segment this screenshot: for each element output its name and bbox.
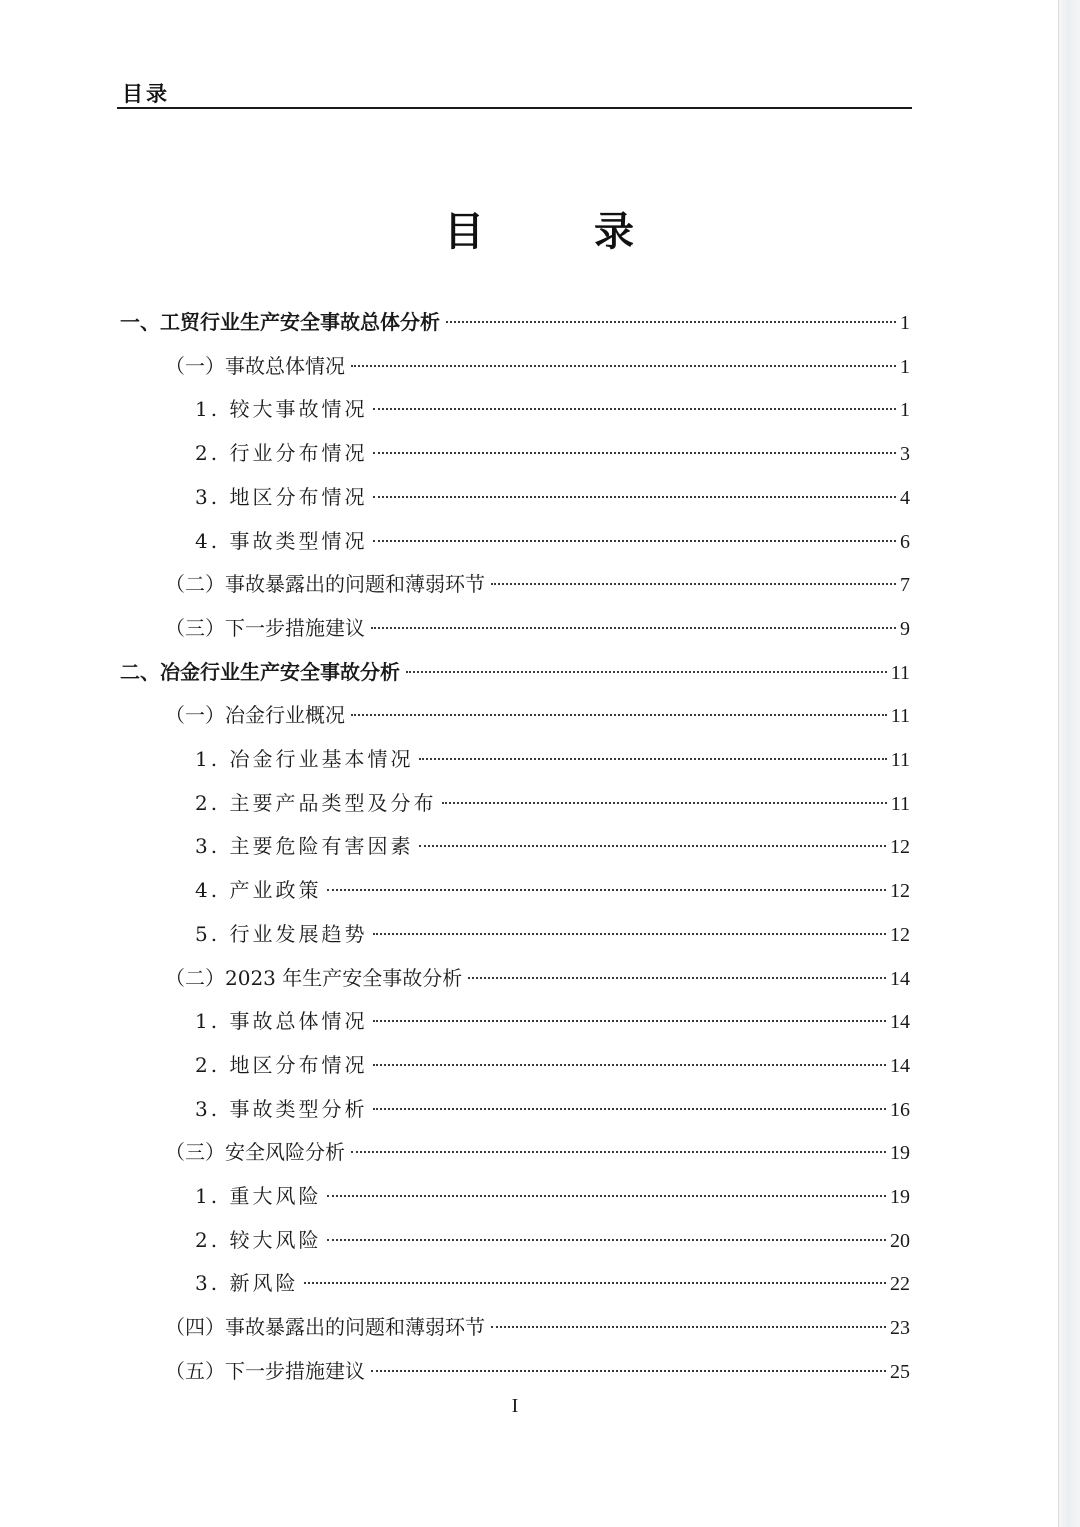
toc-entry-label: （三）下一步措施建议 xyxy=(165,615,365,640)
toc-leader-dots xyxy=(373,1108,886,1110)
toc-entry-label: 2. 地区分布情况 xyxy=(195,1052,368,1077)
toc-leader-dots xyxy=(371,627,896,629)
toc-entry-label: 2. 主要产品类型及分布 xyxy=(195,790,437,815)
toc-entry[interactable] xyxy=(195,431,910,475)
toc-entry[interactable] xyxy=(165,1349,910,1393)
toc-entry-label: 2. 较大风险 xyxy=(195,1227,322,1252)
toc-leader-dots xyxy=(373,496,896,498)
toc-entry[interactable] xyxy=(195,1261,910,1305)
toc-entry-label: 二、冶金行业生产安全事故分析 xyxy=(120,659,400,684)
toc-entry-label: 一、工贸行业生产安全事故总体分析 xyxy=(120,310,440,334)
toc-entry[interactable] xyxy=(165,606,910,650)
toc-entry[interactable] xyxy=(165,1130,910,1174)
toc-entry-label: 3. 主要危险有害因素 xyxy=(195,834,414,859)
toc-leader-dots xyxy=(371,1370,886,1372)
toc-leader-dots xyxy=(442,802,886,804)
toc-entry-label: 3. 事故类型分析 xyxy=(195,1096,368,1121)
toc-entry[interactable] xyxy=(195,999,910,1043)
toc-leader-dots xyxy=(419,845,886,847)
toc-entry-page: 1 xyxy=(900,399,910,422)
toc-entry-label: （五）下一步措施建议 xyxy=(165,1358,365,1383)
page-number: I xyxy=(511,1395,519,1417)
toc-entry-label: 1. 较大事故情况 xyxy=(195,397,368,422)
toc-leader-dots xyxy=(406,671,887,673)
toc-leader-dots xyxy=(468,977,886,979)
toc-entry[interactable] xyxy=(120,300,910,344)
toc-entry-page: 16 xyxy=(890,1098,910,1121)
toc-entry-page: 1 xyxy=(900,312,910,334)
toc-entry-label: （四）事故暴露出的问题和薄弱环节 xyxy=(165,1315,485,1340)
toc-entry-page: 19 xyxy=(890,1142,910,1165)
toc-entry-page: 12 xyxy=(890,836,910,859)
toc-entry[interactable] xyxy=(195,737,910,781)
toc-entry-label: 3. 地区分布情况 xyxy=(195,484,368,509)
toc-entry-page: 19 xyxy=(890,1186,910,1208)
toc-entry[interactable] xyxy=(195,868,910,912)
toc-leader-dots xyxy=(373,408,896,410)
page-title: 目 录 xyxy=(444,209,682,255)
toc-entry[interactable] xyxy=(195,387,910,431)
toc-entry-page: 7 xyxy=(900,574,910,597)
toc-entry-page: 23 xyxy=(890,1317,910,1340)
toc-entry[interactable] xyxy=(195,781,910,825)
toc-entry-label: 4. 事故类型情况 xyxy=(195,528,368,553)
toc-entry-page: 22 xyxy=(890,1273,910,1296)
toc-leader-dots xyxy=(351,714,887,716)
toc-leader-dots xyxy=(373,933,886,935)
toc-leader-dots xyxy=(491,1326,886,1328)
toc-entry-label: 1. 重大风险 xyxy=(195,1184,322,1208)
running-header: 目录 xyxy=(122,82,170,106)
toc-entry-page: 14 xyxy=(890,967,910,990)
toc-entry-label: （一）事故总体情况 xyxy=(165,353,345,378)
toc-leader-dots xyxy=(491,583,896,585)
toc-entry-page: 12 xyxy=(890,923,910,946)
toc-leader-dots xyxy=(373,1064,886,1066)
toc-entry-page: 20 xyxy=(890,1229,910,1252)
toc-entry[interactable] xyxy=(165,956,910,1000)
toc-leader-dots xyxy=(373,1020,886,1022)
toc-entry-page: 6 xyxy=(900,530,910,553)
toc-leader-dots xyxy=(373,540,896,542)
toc-entry-page: 4 xyxy=(900,486,910,509)
toc-entry[interactable] xyxy=(165,562,910,606)
toc-entry-page: 11 xyxy=(890,705,910,728)
toc-entry-label: （一）冶金行业概况 xyxy=(165,703,345,728)
toc-entry-page: 3 xyxy=(900,443,910,466)
toc-leader-dots xyxy=(373,452,896,454)
toc-entry-page: 12 xyxy=(890,880,910,903)
toc-leader-dots xyxy=(446,321,896,323)
toc-entry-label: 2. 行业分布情况 xyxy=(195,441,368,466)
toc-entry[interactable] xyxy=(195,1087,910,1131)
toc-entry-label: （二）2023 年生产安全事故分析 xyxy=(165,965,463,990)
toc-entry-page: 25 xyxy=(890,1360,910,1383)
toc-entry-label: 3. 新风险 xyxy=(195,1271,299,1296)
toc-entry[interactable] xyxy=(165,344,910,388)
toc-entry-page: 1 xyxy=(900,355,910,378)
toc-entry-page: 11 xyxy=(890,792,910,815)
toc-entry[interactable] xyxy=(195,1218,910,1262)
toc-entry[interactable] xyxy=(165,693,910,737)
toc-leader-dots xyxy=(327,1195,886,1197)
toc-entry[interactable] xyxy=(195,475,910,519)
toc-entry-label: 5. 行业发展趋势 xyxy=(195,921,368,946)
toc-leader-dots xyxy=(351,365,896,367)
toc-entry-page: 14 xyxy=(890,1054,910,1077)
toc-entry[interactable] xyxy=(195,1043,910,1087)
header-rule xyxy=(117,107,912,109)
toc-entry-page: 9 xyxy=(900,617,910,640)
toc-entry[interactable] xyxy=(120,650,910,694)
toc-entry-label: 1. 冶金行业基本情况 xyxy=(195,747,414,771)
toc-entry[interactable] xyxy=(195,824,910,868)
toc-entry[interactable] xyxy=(195,1174,910,1218)
toc-entry-label: （二）事故暴露出的问题和薄弱环节 xyxy=(165,572,485,597)
toc-entry[interactable] xyxy=(195,912,910,956)
toc-leader-dots xyxy=(351,1151,886,1153)
toc-entry[interactable] xyxy=(195,519,910,563)
toc-leader-dots xyxy=(304,1282,886,1284)
toc-entry-page: 11 xyxy=(890,661,910,684)
toc-entry-label: （三）安全风险分析 xyxy=(165,1140,345,1165)
toc-entry-page: 11 xyxy=(890,749,910,771)
toc-entry-label: 1. 事故总体情况 xyxy=(195,1009,368,1034)
toc-leader-dots xyxy=(327,1239,886,1241)
toc-entry-label: 4. 产业政策 xyxy=(195,878,322,903)
toc-leader-dots xyxy=(419,758,886,760)
toc-leader-dots xyxy=(327,889,886,891)
toc-entry[interactable] xyxy=(165,1305,910,1349)
toc-entry-page: 14 xyxy=(890,1011,910,1034)
